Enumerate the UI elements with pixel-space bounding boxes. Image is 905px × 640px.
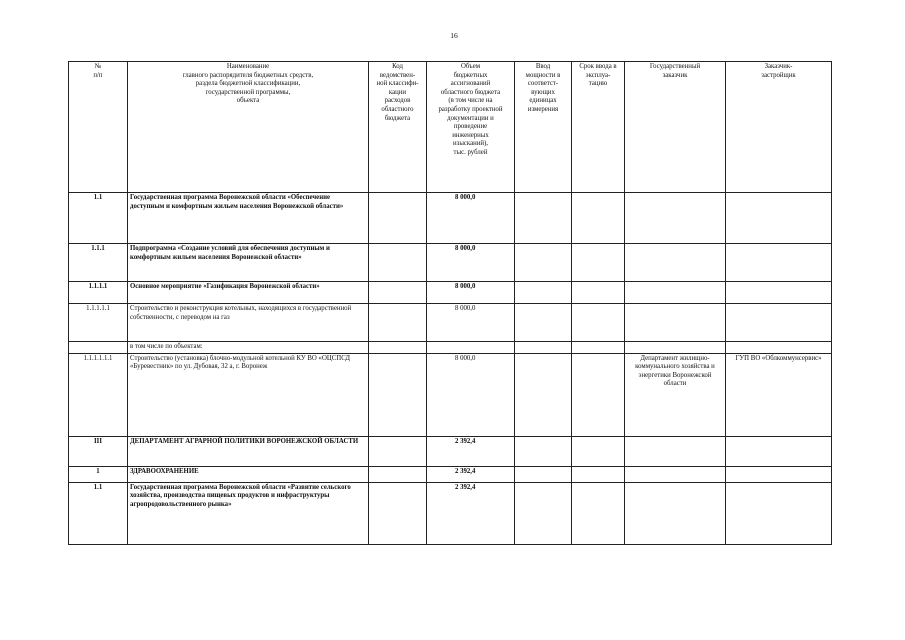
row-capacity-cell: [515, 244, 572, 282]
row-capacity-cell: [515, 342, 572, 354]
table-row: [69, 466, 832, 482]
row-volume-cell: 2 392,4: [427, 466, 515, 482]
table-body: [69, 193, 832, 545]
row-num-cell: 1.1: [69, 482, 128, 544]
row-name-cell: Государственная программа Воронежской области «Обеспечение доступным и комфортным жильем населения Воронежской области»: [128, 193, 369, 244]
row-volume-cell: [427, 342, 515, 354]
row-customer-cell: [625, 342, 726, 354]
row-num-cell: 1.1.1: [69, 244, 128, 282]
row-volume-cell: 8 000,0: [427, 193, 515, 244]
row-code-cell: [369, 342, 427, 354]
row-code-cell: [369, 482, 427, 544]
table-row: [69, 342, 832, 354]
row-developer-cell: [726, 282, 832, 304]
row-code-cell: [369, 436, 427, 466]
header-volume: [427, 62, 515, 193]
table-row: [69, 282, 832, 304]
header-row: [69, 62, 832, 193]
row-name-cell: Государственная программа Воронежской области «Развитие сельского хозяйства, производства пищевых продуктов и инфраструктуры агропродовольственного рынка»: [128, 482, 369, 544]
row-name-cell: в том числе по объектам:: [128, 342, 369, 354]
row-num-cell: 1.1: [69, 193, 128, 244]
table-row: [69, 304, 832, 342]
table-row: [69, 193, 832, 244]
row-customer-cell: [625, 482, 726, 544]
page-number: 16: [450, 31, 458, 40]
header-name: [128, 62, 369, 193]
row-capacity-cell: [515, 304, 572, 342]
row-developer-cell: [726, 466, 832, 482]
header-deadline-text: Срок ввода в эксплуа- тацию: [579, 63, 617, 88]
row-num-cell: 1.1.1.1.1: [69, 304, 128, 342]
row-capacity-cell: [515, 482, 572, 544]
table-row: [69, 353, 832, 436]
row-developer-cell: ГУП ВО «Облкоммунсервис»: [726, 353, 832, 436]
row-deadline-cell: [572, 482, 625, 544]
row-deadline-cell: [572, 466, 625, 482]
row-volume-cell: 8 000,0: [427, 244, 515, 282]
header-customer-text: Государственный заказчик: [649, 63, 701, 79]
row-customer-cell: [625, 304, 726, 342]
table-row: [69, 482, 832, 544]
header-capacity: [515, 62, 572, 193]
row-volume-cell: 2 392,4: [427, 482, 515, 544]
row-volume-cell: 2 392,4: [427, 436, 515, 466]
row-num-cell: 1.1.1.1.1.1: [69, 353, 128, 436]
header-code-text: Код ведомствен- ной классифи- кации расходов областного бюджета: [376, 63, 419, 122]
header-name-text: Наименование главного распорядителя бюджетных средств, раздела бюджетной классификации, государственной программы, объекта: [182, 63, 314, 105]
row-code-cell: [369, 193, 427, 244]
header-volume-text: Объем бюджетных ассигнований областного бюджета (в том числе на разработку проектной документации и проведение инженерных изысканий), тыс. рублей: [438, 63, 503, 156]
row-capacity-cell: [515, 436, 572, 466]
row-code-cell: [369, 244, 427, 282]
row-num-cell: 1.1.1.1: [69, 282, 128, 304]
header-num: [69, 62, 128, 193]
row-num-cell: 1: [69, 466, 128, 482]
row-deadline-cell: [572, 282, 625, 304]
row-customer-cell: [625, 282, 726, 304]
row-code-cell: [369, 466, 427, 482]
row-num-cell: III: [69, 436, 128, 466]
header-capacity-text: Ввод мощности в соответст- вующих единицах измерения: [525, 63, 561, 113]
row-deadline-cell: [572, 436, 625, 466]
header-code: [369, 62, 427, 193]
header-developer: [726, 62, 832, 193]
row-volume-cell: 8 000,0: [427, 304, 515, 342]
header-developer-text: Заказчик- застройщик: [761, 63, 796, 79]
row-code-cell: [369, 353, 427, 436]
header-num-text: № п/п: [93, 63, 103, 79]
row-deadline-cell: [572, 304, 625, 342]
row-developer-cell: [726, 244, 832, 282]
header-customer: [625, 62, 726, 193]
row-deadline-cell: [572, 353, 625, 436]
budget-table: [68, 61, 832, 545]
row-developer-cell: [726, 482, 832, 544]
row-capacity-cell: [515, 466, 572, 482]
row-capacity-cell: [515, 282, 572, 304]
row-customer-cell: [625, 244, 726, 282]
row-name-cell: Строительство и реконструкция котельных, находящихся в государственной собственности, с переводом на газ: [128, 304, 369, 342]
row-deadline-cell: [572, 193, 625, 244]
row-num-cell: [69, 342, 128, 354]
header-deadline: [572, 62, 625, 193]
row-name-cell: ЗДРАВООХРАНЕНИЕ: [128, 466, 369, 482]
row-deadline-cell: [572, 244, 625, 282]
row-name-cell: Основное мероприятие «Газификация Воронежской области»: [128, 282, 369, 304]
row-name-cell: Подпрограмма «Создание условий для обеспечения доступным и комфортным жильем населения Воронежской области»: [128, 244, 369, 282]
row-customer-cell: [625, 436, 726, 466]
row-customer-cell: Департамент жилищно-коммунального хозяйства и энергетики Воронежской области: [625, 353, 726, 436]
row-name-cell: Строительство (установка) блочно-модульной котельной КУ ВО «ОЦСПСД «Буревестник» по ул. Дубовая, 32 а, г. Воронеж: [128, 353, 369, 436]
row-volume-cell: 8 000,0: [427, 282, 515, 304]
row-developer-cell: [726, 304, 832, 342]
row-capacity-cell: [515, 193, 572, 244]
row-developer-cell: [726, 342, 832, 354]
row-volume-cell: 8 000,0: [427, 353, 515, 436]
row-developer-cell: [726, 193, 832, 244]
row-code-cell: [369, 282, 427, 304]
row-customer-cell: [625, 466, 726, 482]
row-deadline-cell: [572, 342, 625, 354]
row-code-cell: [369, 304, 427, 342]
row-customer-cell: [625, 193, 726, 244]
table-row: [69, 436, 832, 466]
table-row: [69, 244, 832, 282]
row-capacity-cell: [515, 353, 572, 436]
row-developer-cell: [726, 436, 832, 466]
row-name-cell: ДЕПАРТАМЕНТ АГРАРНОЙ ПОЛИТИКИ ВОРОНЕЖСКОЙ ОБЛАСТИ: [128, 436, 369, 466]
